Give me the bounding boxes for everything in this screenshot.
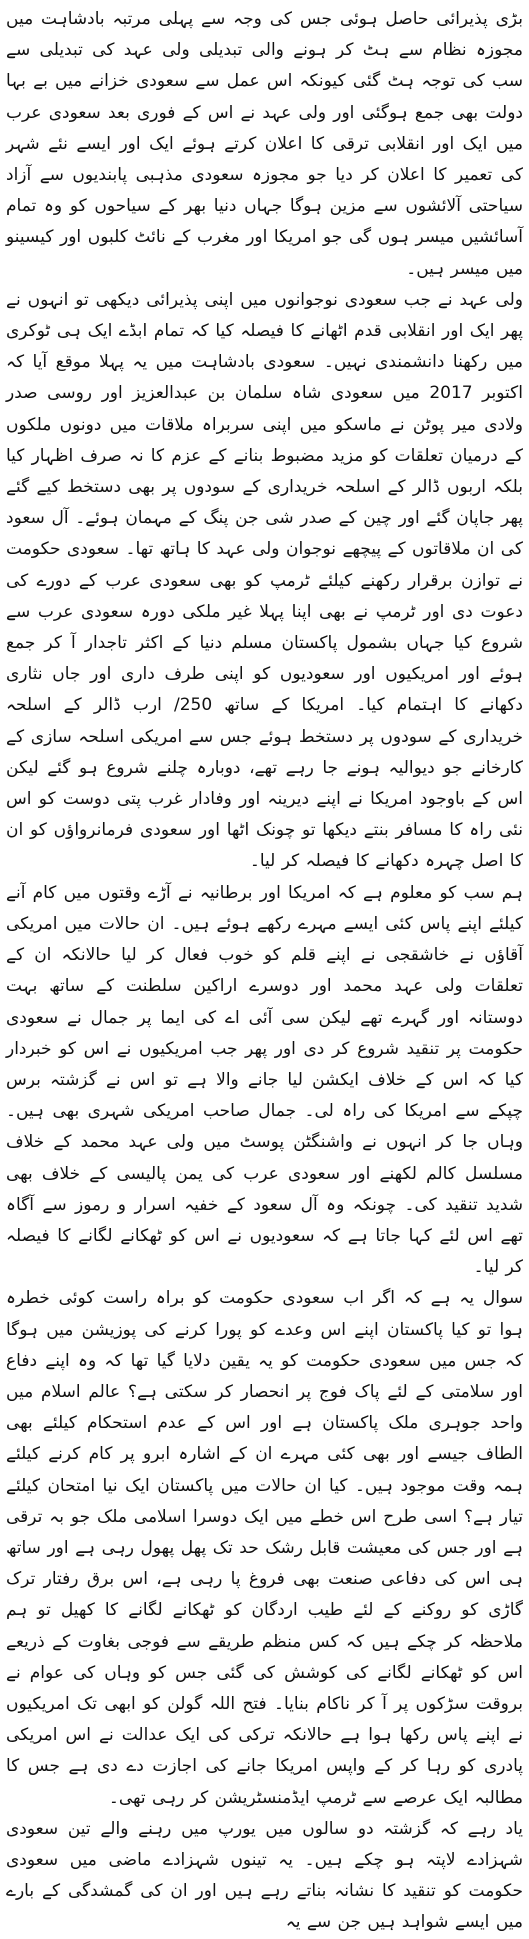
article-paragraph-5: یاد رہے کہ گزشتہ دو سالوں میں یورپ میں رہنے والے تین سعودی شہزادے لاپتہ ہو چکے ہیں۔ یہ تینوں شہزادے ماضی میں سعودی حکومت کو تنقید کا نشانہ بناتے رہے ہیں اور ان کی گمشدگی کے بارے میں ایسے شواہد ہیں جن سے یہ [6, 1818, 523, 1933]
article-paragraph-1: بڑی پذیرائی حاصل ہوئی جس کی وجہ سے پہلی مرتبہ بادشاہت میں مجوزہ نظام سے ہٹ کر ہونے والی تبدیلی ولی عہد کی تبدیلی سے سب کی توجہ ہٹ گئی کیونکہ اس عمل سے سعودی خزانے میں بے بہا دولت بھی جمع ہوگئی اور ولی عہد نے اس کے فوری بعد سعودی عرب میں ایک اور انقلابی ترقی کا اعلان کرتے ہوئے ایک اور ایسے نئے شہر کی تعمیر کا اعلان کر دیا جو مجوزہ سعودی مذہبی پابندیوں سے آزاد سیاحتی آلائشوں سے مزین ہوگا جہاں دنیا بھر کے سیاحوں کو وہ تمام آسائشیں میسر ہوں گی جو امریکا اور مغرب کے نائٹ کلبوں اور کیسینو میں میسر ہیں۔ [6, 9, 523, 279]
article-paragraph-4: سوال یہ ہے کہ اگر اب سعودی حکومت کو براہ راست کوئی خطرہ ہوا تو کیا پاکستان اپنے اس وعدے کو پورا کرنے کی پوزیشن میں ہوگا کہ جس میں سعودی حکومت کو یہ یقین دلایا گیا تھا کہ وہ اپنے دفاع اور سلامتی کے لئے پاک فوج پر انحصار کر سکتی ہے؟ عالم اسلام میں واحد جوہری ملک پاکستان ہے اور اس کے عدم استحکام کیلئے بھی الطاف جیسے اور بھی کئی مہرے ان کے اشارہ ابرو پر کام کرنے کیلئے ہمہ وقت موجود ہیں۔ کیا ان حالات میں پاکستان ایک نیا امتحان کیلئے تیار ہے؟ اسی طرح اس خطے میں ایک دوسرا اسلامی ملک جو بہ ترقی ہے اور جس کی معیشت قابل رشک حد تک پھل پھول رہی ہے اور ساتھ ہی اس کی دفاعی صنعت بھی فروغ پا رہی ہے، اس برق رفتار ترک گاڑی کو روکنے کے لئے طیب اردگان کو ٹھکانے لگانے کا کھیل تو ہم ملاحظہ کر چکے ہیں کہ کس منظم طریقے سے فوجی بغاوت کے ذریعے اس کو ٹھکانے لگانے کی کوشش کی گئی جس کو وہاں کی عوام نے بروقت سڑکوں پر آ کر ناکام بنایا۔ فتح اللہ گولن کو ابھی تک امریکیوں نے اپنے پاس رکھا ہوا ہے حالانکہ ترکی کی ایک عدالت نے اس امریکی پادری کو رہا کر کے واپس امریکا جانے کی اجازت دے دی ہے جس کا مطالبہ ایک عرصے سے ٹرمپ ایڈمنسٹریشن کر رہی تھی۔ [6, 1288, 523, 1808]
article-paragraph-3: ہم سب کو معلوم ہے کہ امریکا اور برطانیہ نے آڑے وقتوں میں کام آنے کیلئے اپنے پاس کئی ایسے مہرے رکھے ہوئے ہیں۔ ان حالات میں امریکی آقاؤں نے خاشقجی نے اپنے قلم کو خوب فعال کر لیا حالانکہ ان کے تعلقات ولی عہد محمد اور دوسرے اراکین سلطنت کے ساتھ بہت دوستانہ اور گہرے تھے لیکن سی آئی اے کی ایما پر جمال نے سعودی حکومت پر تنقید شروع کر دی اور پھر جب امریکیوں نے اس کو خبردار کیا کہ اس کے خلاف ایکشن لیا جانے والا ہے تو اس نے گزشتہ برس چپکے سے امریکا کی راہ لی۔ جمال صاحب امریکی شہری بھی ہیں۔ وہاں جا کر انہوں نے واشنگٹن پوسٹ میں ولی عہد محمد کے خلاف مسلسل کالم لکھنے اور سعودی عرب کی یمن پالیسی کے خلاف بھی شدید تنقید کی۔ چونکہ وہ آل سعود کے خفیہ اسرار و رموز سے آگاہ تھے اس لئے کہا جاتا ہے کہ سعودیوں نے اس کو ٹھکانے لگانے کا فیصلہ کر لیا۔ [6, 882, 523, 1278]
article-paragraph-2: ولی عہد نے جب سعودی نوجوانوں میں اپنی پذیرائی دیکھی تو انہوں نے پھر ایک اور انقلابی قدم اٹھانے کا فیصلہ کیا کہ تمام ابڈے ایک ہی ٹوکری میں رکھنا دانشمندی نہیں۔ سعودی بادشاہت میں یہ پہلا موقع آیا کہ اکتوبر 2017 میں سعودی شاہ سلمان بن عبدالعزیز اور روسی صدر ولادی میر پوٹن نے ماسکو میں اپنی سربراہ ملاقات میں دونوں ملکوں کے درمیان تعلقات کو مزید مضبوط بنانے کے عزم کا نہ صرف اظہار کیا بلکہ اربوں ڈالر کے اسلحہ خریداری کے سودوں پر بھی دستخط کیے گئے پھر جاپان گئے اور چین کے صدر شی جن پنگ کے مہمان ہوئے۔ آل سعود کی ان ملاقاتوں کے پیچھے نوجوان ولی عہد کا ہاتھ تھا۔ سعودی حکومت نے توازن برقرار رکھنے کیلئے ٹرمپ کو بھی سعودی عرب کے دورے کی دعوت دی اور ٹرمپ نے بھی اپنا پہلا غیر ملکی دورہ سعودی عرب سے شروع کیا جہاں بشمول پاکستان مسلم دنیا کے اکثر تاجدار آ کر جمع ہوئے اور امریکیوں اور سعودیوں کو اپنی طرف داری اور جاں نثاری دکھانے کا اہتمام کیا۔ امریکا کے ساتھ 250/ ارب ڈالر کے اسلحہ خریداری کے سودوں پر دستخط ہوئے جس سے امریکی اسلحہ سازی کے کارخانے جو دیوالیہ ہونے جا رہے تھے، دوبارہ چلنے شروع ہو گئے لیکن اس کے باوجود امریکا نے اپنے دیرینہ اور وفادار غرب پتی دوست کو اس نئی راہ کا مسافر بنتے دیکھا تو چونک اٹھا اور سعودی فرمانرواؤں کو ان کا اصل چہرہ دکھانے کا فیصلہ کر لیا۔ [6, 289, 524, 872]
